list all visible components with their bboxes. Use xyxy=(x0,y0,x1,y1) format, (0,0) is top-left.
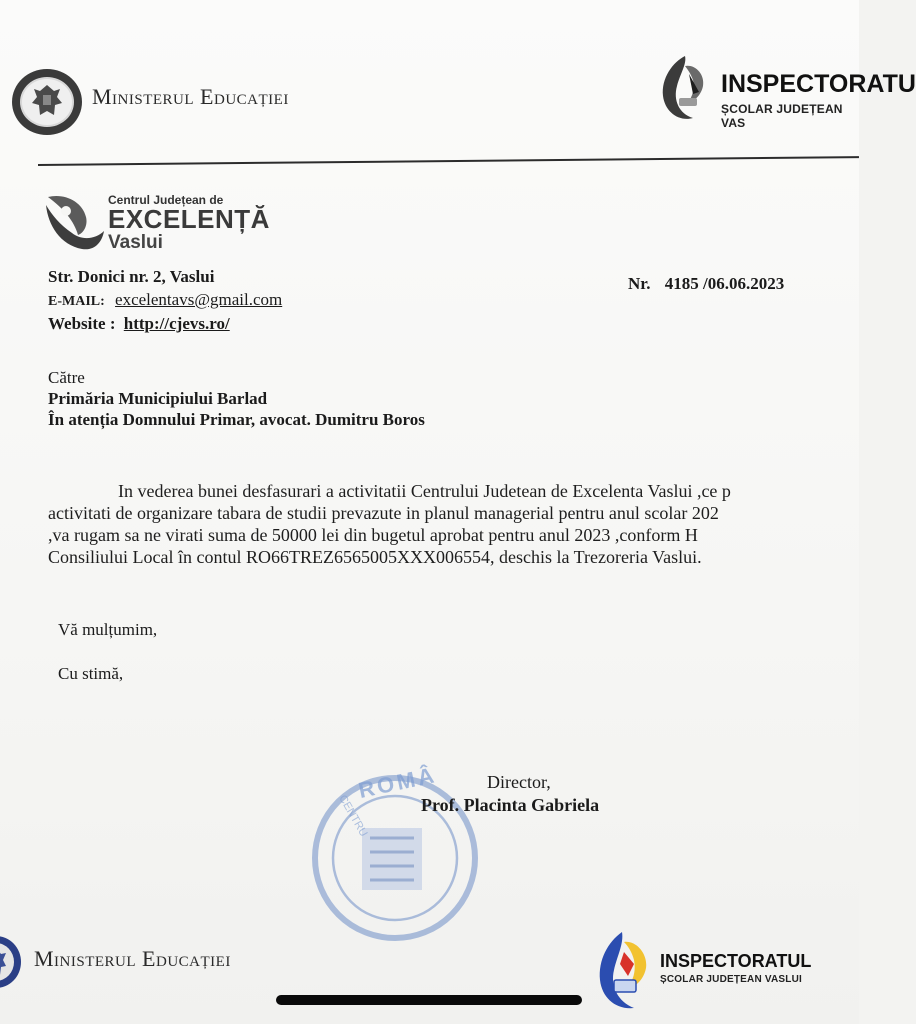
romanian-government-seal-icon xyxy=(10,67,84,137)
footer-inspectorate-title: INSPECTORATUL xyxy=(660,951,812,971)
website-link[interactable]: http://cjevs.ro/ xyxy=(123,314,230,333)
institution-email-row xyxy=(48,290,282,310)
body-line: ,va rugam sa ne virati suma de 50000 lei din bugetul aprobat pentru anul 2023 ,conform H xyxy=(48,525,698,545)
stamp-outer-text: ROMÂ xyxy=(356,762,439,803)
recipient-attention: În atenția Domnului Primar, avocat. Dumitru Boros xyxy=(48,410,425,429)
body-line: activitati de organizare tabara de studii prevazute in planul managerial pentru anul scolar 202 xyxy=(48,503,719,523)
email-label: E-MAIL: xyxy=(48,294,105,309)
body-line: In vederea bunei desfasurari a activitatii Centrului Judetean de Excelenta Vaslui ,ce p xyxy=(118,481,731,501)
footer xyxy=(0,920,859,1024)
signature-role: Director, xyxy=(487,772,551,792)
body-line: Consiliului Local în contul RO66TREZ6565005XXX006554, deschis la Trezoreria Vaslui. xyxy=(48,547,702,567)
reference-label: Nr. xyxy=(628,274,651,293)
stamp-inner-text: CENTRU xyxy=(336,793,370,839)
inspectorate-quill-logo-icon xyxy=(594,930,654,1014)
institution-address: Str. Donici nr. 2, Vaslui xyxy=(48,267,215,286)
recipient-name: Primăria Municipiului Barlad xyxy=(48,389,268,408)
reference-value: 4185 /06.06.2023 xyxy=(664,274,785,293)
website-label: Website : xyxy=(48,314,116,333)
header-divider xyxy=(38,156,859,166)
inspectorate-quill-logo-icon xyxy=(655,52,717,124)
header xyxy=(0,0,916,170)
home-indicator-bar[interactable] xyxy=(276,995,582,1005)
reference-number xyxy=(628,274,784,294)
institution-logo-small-text: Centrul Județean de xyxy=(108,193,224,207)
institution-logo-big-text: EXCELENȚĂ xyxy=(108,204,270,234)
footer-inspectorate-subtitle: ȘCOLAR JUDEȚEAN VASLUI xyxy=(660,974,803,985)
header-inspectorate-subtitle: ȘCOLAR JUDEȚEAN VAS xyxy=(721,102,843,130)
footer-ministry-name: Ministerul Educației xyxy=(34,946,231,971)
header-inspectorate-title: INSPECTORATU xyxy=(721,70,916,98)
institution-website-row xyxy=(48,314,230,334)
closing-thanks: Vă mulțumim, xyxy=(58,620,158,639)
closing-regards: Cu stimă, xyxy=(58,664,124,683)
institution-logo-city: Vaslui xyxy=(108,232,163,253)
signature-name: Prof. Placinta Gabriela xyxy=(421,795,600,815)
romanian-government-seal-icon xyxy=(0,934,22,990)
email-link[interactable]: excelentavs@gmail.com xyxy=(115,290,283,309)
recipient-to: Către xyxy=(48,368,85,387)
excelenta-leaf-logo-icon xyxy=(42,191,106,253)
header-ministry-name: Ministerul Educației xyxy=(92,84,289,109)
